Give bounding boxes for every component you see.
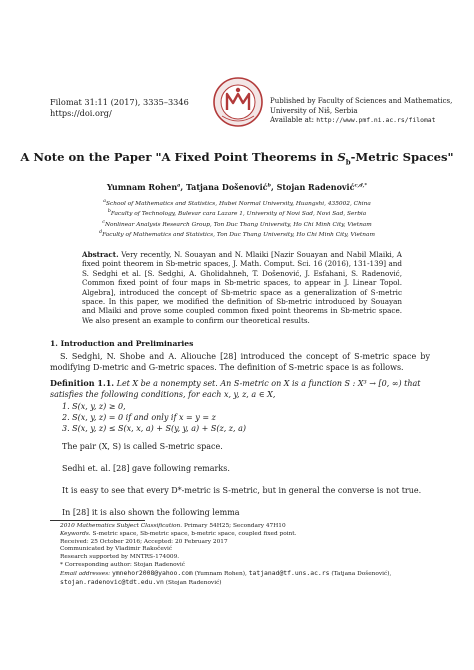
definition-conditions: [62, 401, 246, 434]
abstract-label: Abstract.: [82, 250, 119, 259]
author-name: Yumnam Rohen: [106, 182, 178, 192]
paragraph: It is easy to see that every D*-metric is S-metric, but in general the converse is not true.: [62, 486, 422, 495]
publisher-info: Published by Faculty of Sciences and Mathematics, University of Niš, Serbia Available at: http://www.pmf.ni.ac.rs/filomat: [270, 97, 453, 124]
author-list: Yumnam Rohen$^a$, Tatjana Došenović$^b$, Stojan Radenović$^{c,d,*}$: [106, 182, 368, 192]
section-heading: 1. Introduction and Preliminaries: [50, 339, 194, 348]
definition-1-1: [50, 378, 430, 400]
affiliation-line: $^d$Faculty of Mathematics and Statistics, Ton Duc Thang University, Ho Chi Minh City, Vietnam: [99, 229, 375, 238]
journal-citation: Filomat 31:11 (2017), 3335–3346: [50, 97, 189, 107]
paragraph: In [28] it is also shown the following lemma: [62, 508, 240, 517]
university-seal-icon: [212, 76, 264, 128]
condition-item: 2. S(x, y, z) = 0 if and only if x = y = z: [62, 413, 216, 422]
journal-header: [50, 97, 189, 119]
affiliation-line: $^c$Nonlinear Analysis Research Group, Ton Duc Thang University, Ho Chi Minh City, Vietnam: [102, 219, 372, 228]
footnotes: 2010 Mathematics Subject Classification. Primary 54H25; Secondary 47H10 Keywords. S-metric space, Sb-metric space, b-metric space, coupled fixed point. Received: 25 October 2016; Accepted: 20 February 2017 Communicated by Vladimir Rakočević Research supported by MNTRS-174009. * Corresponding author: Stojan Radenović Email addresses: ymnehor2008@yahoo.com (Yumnam Rohen), tatjanad@tf.uns.ac.rs (Tatjana Došenović), stojan.radenovic@tdt.edu.vn (Stojan Radenović): [60, 523, 392, 586]
paper-title: A Note on the Paper "A Fixed Point Theorems in $S_b$-Metric Spaces": [20, 150, 454, 167]
footnote-rule: [50, 520, 145, 521]
abstract: [82, 250, 402, 325]
abstract-text: Very recently, N. Souayan and N. Mlaiki [Nazir Souayan and Nabil Mlaiki, A fixed point theorem in Sb-metric spaces, J. Math. Comput. Sci. 16 (2016), 131-139] and S. Sedghi et al. [S. Sedghi, A. Gholidahneh, T. Došenović, J. Esfahani, S. Radenović, Common fixed point of four maps in Sb-metric spaces, to appear in J. Linear Topol. Algebra], introduced the concept of Sb-metric space as a generalization of S-metric space. In this paper, we modified the definition of Sb-metric introduced by Souayan and Mlaiki and prove some coupled common fixed point theorems in Sb-metric space. We also present an example to confirm our theoretical results.: [82, 250, 402, 325]
email-link[interactable]: ymnehor2008@yahoo.com: [111, 568, 193, 577]
affiliation-line: $^a$School of Mathematics and Statistics, Hubei Normal University, Huangshi, 435002, China: [103, 199, 371, 207]
paragraph: The pair (X, S) is called S-metric space.: [62, 442, 223, 451]
definition-text: Let X be a nonempty set. An S-metric on X is a function S : X³ → [0, ∞) that satisfies the following conditions, for each x, y, z, a ∈ X,: [50, 379, 421, 399]
condition-item: 3. S(x, y, z) ≤ S(x, x, a) + S(y, y, a) + S(z, z, a): [62, 424, 246, 433]
definition-label: Definition 1.1.: [50, 378, 115, 388]
email-link[interactable]: tatjanad@tf.uns.ac.rs: [248, 568, 330, 577]
author-name: Tatjana Došenović: [185, 182, 268, 192]
doi-link[interactable]: https://doi.org/: [50, 108, 112, 118]
journal-url-link[interactable]: http://www.pmf.ni.ac.rs/filomat: [316, 116, 436, 124]
author-name: Stojan Radenović: [276, 182, 355, 192]
affiliations: [0, 198, 474, 239]
paragraph: Sedhi et. al. [28] gave following remarks.: [62, 464, 230, 473]
condition-item: 1. S(x, y, z) ≥ 0,: [62, 402, 126, 411]
intro-paragraph: S. Sedghi, N. Shobe and A. Aliouche [28] introduced the concept of S-metric space by modifying D-metric and G-metric spaces. The definition of S-metric space is as follows.: [50, 352, 430, 372]
affiliation-line: $^b$Faculty of Technology, Bulevar cara Lazare 1, University of Novi Sad, Novi Sad, Serbia: [107, 209, 367, 218]
email-link[interactable]: stojan.radenovic@tdt.edu.vn: [60, 577, 164, 586]
